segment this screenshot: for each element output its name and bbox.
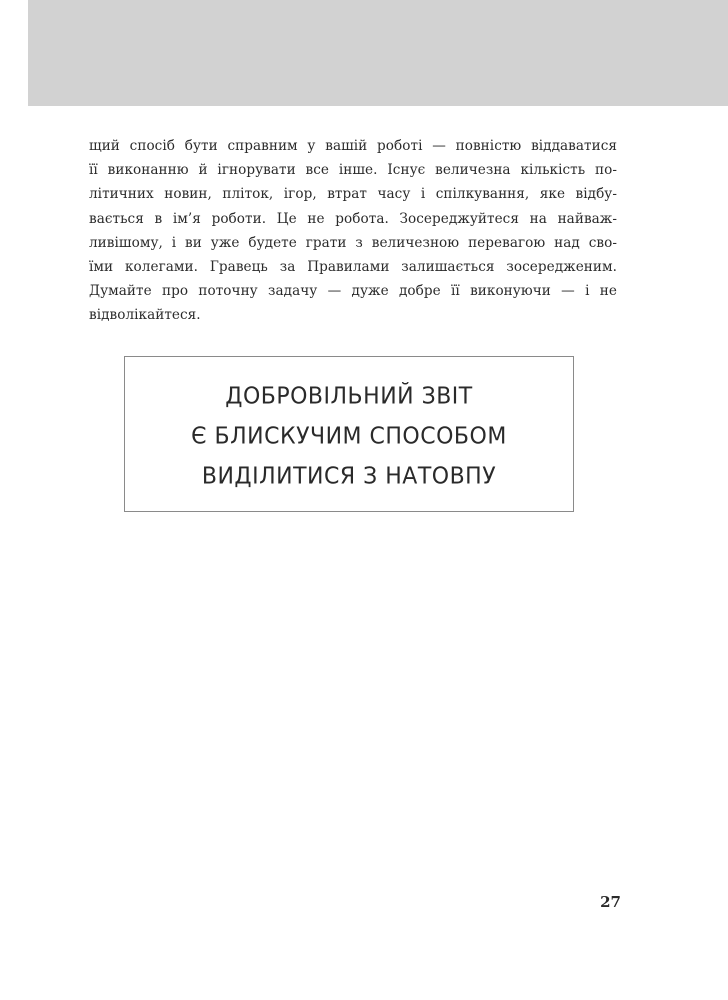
pullquote-line: Є БЛИСКУЧИМ СПОСОБОМ xyxy=(191,423,507,450)
body-line: відволікайтеся. xyxy=(89,307,201,324)
header-band xyxy=(28,0,728,106)
body-line: їми колегами. Гравець за Правилами залишається зосередженим. xyxy=(89,258,617,275)
body-paragraph xyxy=(89,134,617,328)
body-line: її виконанню й ігнорувати все інше. Існує величезна кількість по- xyxy=(89,162,617,179)
body-line: літичних новин, пліток, ігор, втрат часу і спілкування, яке відбу- xyxy=(89,186,617,203)
body-line: ливішому, і ви уже будете грати з величезною перевагою над сво- xyxy=(89,234,617,251)
pullquote-line: ВИДІЛИТИСЯ З НАТОВПУ xyxy=(201,463,497,490)
body-line: щий спосіб бути справним у вашій роботі — повністю віддаватися xyxy=(89,138,617,154)
pullquote-box xyxy=(124,356,574,512)
page-number: 27 xyxy=(600,893,621,911)
body-line: вається в ім’я роботи. Це не робота. Зосереджуйтеся на найваж- xyxy=(89,210,617,227)
pullquote-line: ДОБРОВІЛЬНИЙ ЗВІТ xyxy=(225,383,473,410)
body-line: Думайте про поточну задачу — дуже добре її виконуючи — і не xyxy=(89,283,617,300)
